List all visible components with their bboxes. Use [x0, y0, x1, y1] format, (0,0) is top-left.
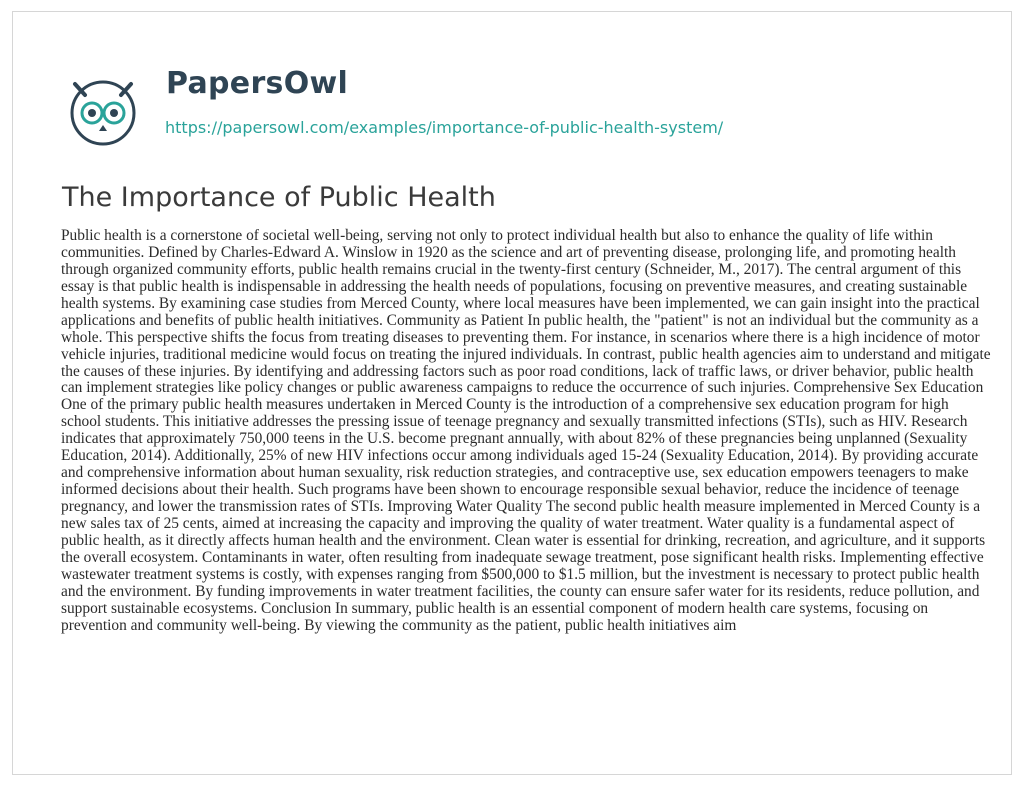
- owl-logo-icon: [61, 68, 145, 152]
- document-title: The Importance of Public Health: [62, 182, 496, 213]
- document-body: Public health is a cornerstone of societal well-being, serving not only to protect individual health but also to enhance the quality of life within communities. Defined by Charles-Edward A. Winslow in 1920 as the science and art of preventing disease, prolonging life, and promoting health through organized community efforts, public health remains crucial in the twenty-first century (Schneider, M., 2017). The central argument of this essay is that public health is indispensable in addressing the health needs of populations, focusing on preventive measures, and creating sustainable health systems. By examining case studies from Merced County, where local measures have been implemented, we can gain insight into the practical applications and benefits of public health initiatives. Community as Patient In public health, the "patient" is not an individual but the community as a whole. This perspective shifts the focus from treating diseases to preventing them. For instance, in scenarios where there is a high incidence of motor vehicle injuries, traditional medicine would focus on treating the injured individuals. In contrast, public health agencies aim to understand and mitigate the causes of these injuries. By identifying and addressing factors such as poor road conditions, lack of traffic laws, or driver behavior, public health can implement strategies like policy changes or public awareness campaigns to reduce the occurrence of such injuries. Comprehensive Sex Education One of the primary public health measures undertaken in Merced County is the introduction of a comprehensive sex education program for high school students. This initiative addresses the pressing issue of teenage pregnancy and sexually transmitted infections (STIs), such as HIV. Research indicates that approximately 750,000 teens in the U.S. become pregnant annually, with about 82% of these pregnancies being unplanned (Sexuality Education, 2014). Additionally, 25% of new HIV infections occur among individuals aged 15-24 (Sexuality Education, 2014). By providing accurate and comprehensive information about human sexuality, risk reduction strategies, and contraceptive use, sex education empowers teenagers to make informed decisions about their health. Such programs have been shown to encourage responsible sexual behavior, reduce the incidence of teenage pregnancy, and lower the transmission rates of STIs. Improving Water Quality The second public health measure implemented in Merced County is a new sales tax of 25 cents, aimed at increasing the capacity and improving the quality of water treatment. Water quality is a fundamental aspect of public health, as it directly affects human health and the environment. Clean water is essential for drinking, recreation, and agriculture, and it supports the overall ecosystem. Contaminants in water, often resulting from inadequate sewage treatment, pose significant health risks. Implementing effective wastewater treatment systems is costly, with expenses ranging from $500,000 to $1.5 million, but the investment is necessary to protect public health and the environment. By funding improvements in water treatment facilities, the county can ensure safer water for its residents, reduce pollution, and support sustainable ecosystems. Conclusion In summary, public health is an essential component of modern health care systems, focusing on prevention and community well-being. By viewing the community as the patient, public health initiatives aim: [61, 227, 991, 634]
- brand-name: PapersOwl: [166, 66, 349, 101]
- owl-logo-graphic: [61, 68, 145, 152]
- source-url[interactable]: https://papersowl.com/examples/importance-of-public-health-system/: [165, 118, 724, 137]
- document-page: [12, 11, 1012, 775]
